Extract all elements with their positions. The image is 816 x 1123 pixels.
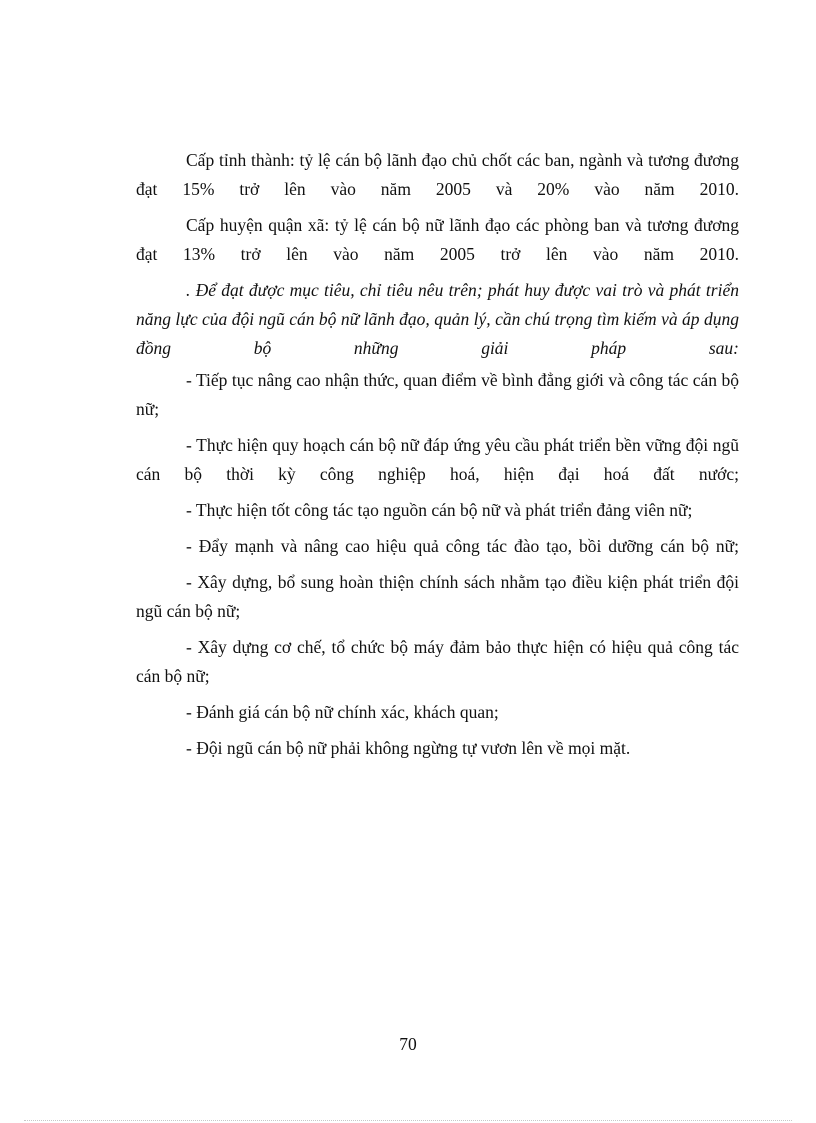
list-item-self-improvement: - Đội ngũ cán bộ nữ phải không ngừng tự vươn lên về mọi mặt. <box>186 738 631 758</box>
list-item-policy: - Xây dựng, bổ sung hoàn thiện chính sách nhằm tạo điều kiện phát triển đội ngũ cán bộ nữ; <box>136 572 739 621</box>
page-number: 70 <box>399 1034 417 1054</box>
list-item-evaluation: - Đánh giá cán bộ nữ chính xác, khách quan; <box>186 702 499 722</box>
paragraph-province-target: Cấp tỉnh thành: tỷ lệ cán bộ lãnh đạo chủ chốt các ban, ngành và tương đương đạt 15% trở lên vào năm 2005 và 20% vào năm 2010. <box>136 150 739 199</box>
footer-divider <box>24 1120 792 1121</box>
list-item-mechanism: - Xây dựng cơ chế, tổ chức bộ máy đảm bảo thực hiện có hiệu quả công tác cán bộ nữ; <box>136 637 739 686</box>
paragraph-solutions-intro: . Để đạt được mục tiêu, chỉ tiêu nêu trên; phát huy được vai trò và phát triển năng lực của đội ngũ cán bộ nữ lãnh đạo, quản lý, cần chú trọng tìm kiếm và áp dụng đồng bộ những giải pháp sau: <box>136 280 739 358</box>
list-item-awareness: - Tiếp tục nâng cao nhận thức, quan điểm về bình đẳng giới và công tác cán bộ nữ; <box>136 370 739 419</box>
document-body <box>136 146 739 770</box>
paragraph-district-target: Cấp huyện quận xã: tỷ lệ cán bộ nữ lãnh đạo các phòng ban và tương đương đạt 13% trở lên vào năm 2005 trở lên vào năm 2010. <box>136 215 739 264</box>
list-item-training: - Đẩy mạnh và nâng cao hiệu quả công tác đào tạo, bồi dưỡng cán bộ nữ; <box>186 536 739 556</box>
list-item-planning: - Thực hiện quy hoạch cán bộ nữ đáp ứng yêu cầu phát triển bền vững đội ngũ cán bộ thời kỳ công nghiệp hoá, hiện đại hoá đất nước; <box>136 435 739 484</box>
list-item-sourcing: - Thực hiện tốt công tác tạo nguồn cán bộ nữ và phát triển đảng viên nữ; <box>186 500 693 520</box>
